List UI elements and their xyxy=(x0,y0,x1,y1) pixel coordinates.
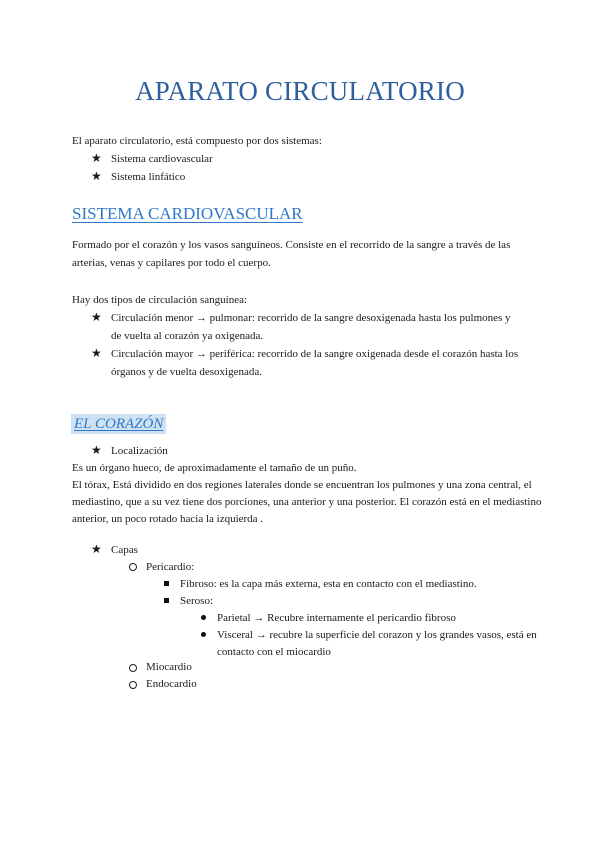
serous-item-visceral-line: Visceral → recubre la superficie del corazon y los grandes vasos, está en xyxy=(217,629,537,641)
system-item: Sistema cardiovascular xyxy=(111,153,213,165)
dot-bullet-icon xyxy=(201,632,206,637)
serous-item-parietal: Parietal → Recubre internamente el pericardio fibroso xyxy=(217,612,456,624)
cardio-desc-line: Formado por el corazón y los vasos sanguíneos. Consiste en el recorrido de la sangre a través de las xyxy=(72,239,511,251)
layers-label: Capas xyxy=(111,544,138,556)
circulation-type-line: Circulación mayor → periférica: recorrido de la sangre oxigenada desde el corazón hasta los xyxy=(111,348,519,360)
star-bullet-icon: ★ xyxy=(91,169,102,183)
circle-bullet-icon xyxy=(129,664,137,672)
square-bullet-icon xyxy=(164,581,169,586)
location-label: Localización xyxy=(111,445,168,457)
square-bullet-icon xyxy=(164,598,169,603)
intro-text: El aparato circulatorio, está compuesto por dos sistemas: xyxy=(72,135,322,147)
layer-item-pericardio: Pericardio: xyxy=(146,561,195,573)
circulation-types-intro: Hay dos tipos de circulación sanguínea: xyxy=(72,294,248,306)
sublayer-item-seroso: Seroso: xyxy=(180,595,213,607)
system-item: Sistema linfático xyxy=(111,171,186,183)
page-title: APARATO CIRCULATORIO xyxy=(135,76,465,106)
cardio-desc-line: arterias, venas y capilares por todo el cuerpo. xyxy=(72,257,271,269)
circle-bullet-icon xyxy=(129,681,137,689)
serous-item-visceral-line: contacto con el miocardio xyxy=(217,646,331,658)
section-heading-cardiovascular: SISTEMA CARDIOVASCULAR xyxy=(72,204,303,223)
location-line: anterior, un poco rotado hacia la izquierda . xyxy=(72,513,264,525)
location-line: El tórax, Está dividido en dos regiones laterales donde se encuentran los pulmones y una zona central, el xyxy=(72,479,532,491)
location-line: mediastino, que a su vez tiene dos porciones, una anterior y una posterior. El corazón está en el mediastino xyxy=(72,496,542,508)
circulation-type-line: órganos y de vuelta desoxigenada. xyxy=(111,366,263,378)
section-heading-heart: EL CORAZÓN xyxy=(71,414,166,434)
star-bullet-icon: ★ xyxy=(91,346,102,360)
star-bullet-icon: ★ xyxy=(91,542,102,556)
layer-item-endocardio: Endocardio xyxy=(146,678,197,690)
star-bullet-icon: ★ xyxy=(91,443,102,457)
sublayer-item-fibroso: Fibroso: es la capa más externa, esta en contacto con el mediastino. xyxy=(180,578,477,590)
circulation-type-line: Circulación menor → pulmonar: recorrido de la sangre desoxigenada hasta los pulmones y xyxy=(111,312,511,324)
dot-bullet-icon xyxy=(201,615,206,620)
location-line: Es un órgano hueco, de aproximadamente el tamaño de un puño. xyxy=(72,462,357,474)
star-bullet-icon: ★ xyxy=(91,310,102,324)
layer-item-miocardio: Miocardio xyxy=(146,661,192,673)
star-bullet-icon: ★ xyxy=(91,151,102,165)
circulation-type-line: de vuelta al corazón ya oxigenada. xyxy=(111,330,264,342)
circle-bullet-icon xyxy=(129,563,137,571)
